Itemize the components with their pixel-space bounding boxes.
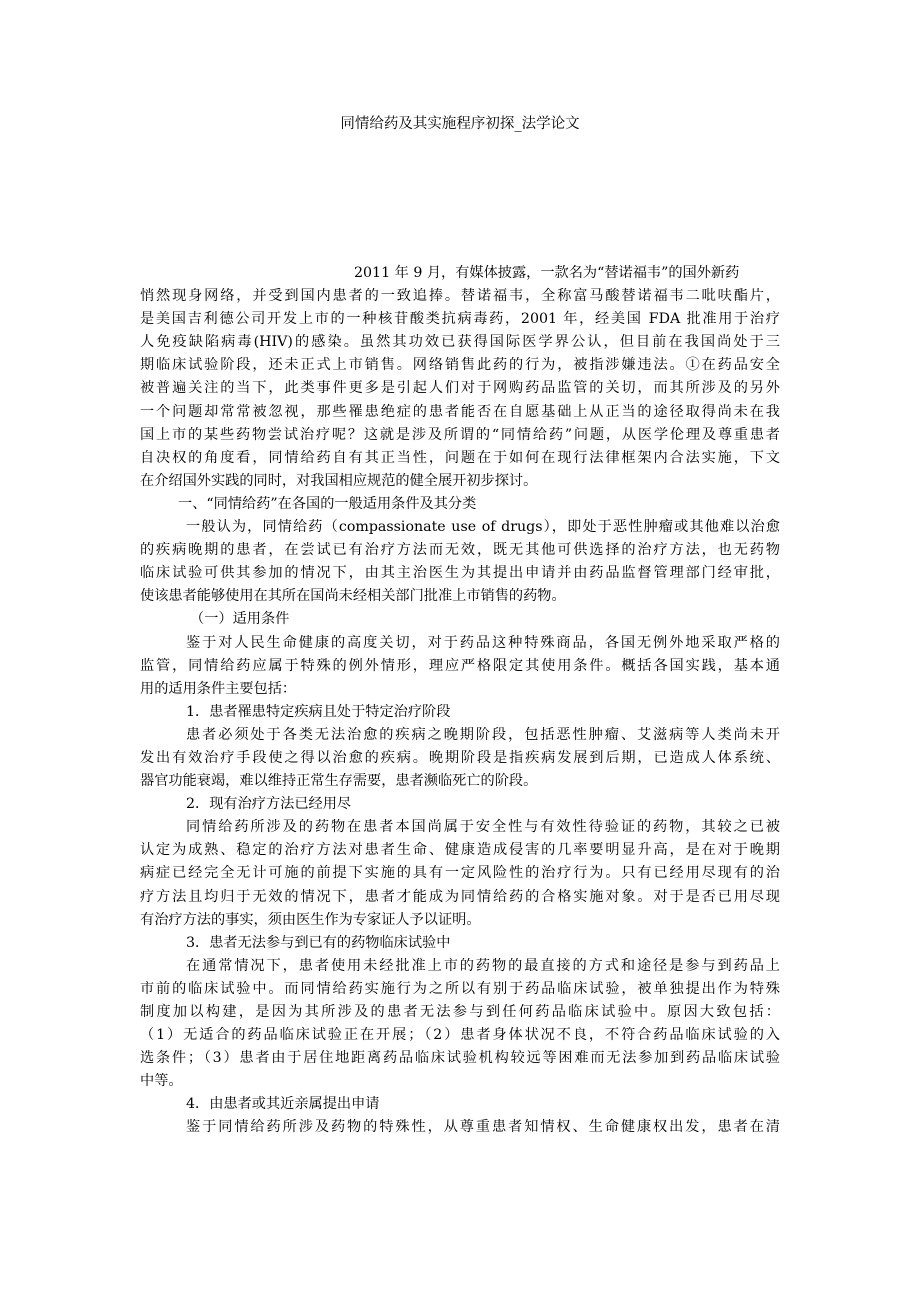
text-line: 使该患者能够使用在其所在国尚未经相关部门批准上市销售的药物。 [140,588,566,605]
text-line: 自决权的角度看，同情给药自有其正当性，问题在于如何在现行法律框架内合法实施，下文 [140,449,780,466]
text-line: 在介绍国外实践的同时，对我国相应规范的健全展开初步探讨。 [140,472,538,489]
item-heading: 1．患者罹患特定疾病且处于特定治疗阶段 [186,703,451,720]
text-line: 同情给药所涉及的药物在患者本国尚属于安全性与有效性待验证的药物，其较之已被 [186,819,780,836]
text-line: 一个问题却常常被忽视，那些罹患绝症的患者能否在自愿基础上从正当的途径取得尚未在我 [140,403,780,420]
document-title: 同情给药及其实施程序初探_法学论文 [340,116,580,132]
text-line: 被普遍关注的当下，此类事件更多是引起人们对于网购药品监管的关切，而其所涉及的另外 [140,380,780,397]
text-line: 鉴于对人民生命健康的高度关切，对于药品这种特殊商品，各国无例外地采取严格的 [186,634,780,651]
item-heading: 2．现有治疗方法已经用尽 [186,796,352,813]
text-line: 的疾病晚期的患者，在尝试已有治疗方法而无效，既无其他可供选择的治疗方法，也无药物 [140,542,780,559]
item-heading: 4．由患者或其近亲属提出申请 [186,1096,380,1113]
text-line: （1）无适合的药品临床试验正在开展；（2）患者身体状况不良，不符合药品临床试验的入 [140,1027,780,1044]
text-line: 用的适用条件主要包括： [140,680,297,697]
document-body [140,262,780,1140]
text-line: 市前的临床试验中。而同情给药实施行为之所以有别于药品临床试验，被单独提出作为特殊 [140,980,780,997]
text-line: 人免疫缺陷病毒(HIV)的感染。虽然其功效已获得国际医学界公认，但目前在我国尚处于三 [140,334,780,351]
text-line: 鉴于同情给药所涉及药物的特殊性，从尊重患者知情权、生命健康权出发，患者在清 [186,1119,780,1136]
text-line: 患者必须处于各类无法治愈的疾病之晚期阶段，包括恶性肿瘤、艾滋病等人类尚未开 [186,726,780,743]
text-line: 一般认为，同情给药（compassionate use of drugs），即处于恶性肿瘤或其他难以治愈 [186,519,780,536]
text-line: 病症已经完全无计可施的前提下实施的具有一定风险性的治疗行为。只有已经用尽现有的治 [140,865,780,882]
text-line: 2011 年 9 月，有媒体披露，一款名为“替诺福韦”的国外新药 [354,265,740,281]
text-line: 发出有效治疗手段使之得以治愈的疾病。晚期阶段是指疾病发展到后期，已造成人体系统、 [140,749,780,766]
text-line: 制度加以构建，是因为其所涉及的患者无法参与到任何药品临床试验中。原因大致包括： [140,1004,780,1020]
text-line: 是美国吉利德公司开发上市的一种核苷酸类抗病毒药，2001 年，经美国 FDA 批准用于治疗 [140,311,780,328]
text-line: 认定为成熟、稳定的治疗方法对患者生命、健康造成侵害的几率要明显升高，是在对于晚期 [140,842,780,859]
text-line: 国上市的某些药物尝试治疗呢？这就是涉及所谓的“同情给药”问题，从医学伦理及尊重患者 [140,426,780,443]
text-line: 悄然现身网络，并受到国内患者的一致追捧。替诺福韦，全称富马酸替诺福韦二吡呋酯片， [140,288,780,305]
item-heading: 3．患者无法参与到已有的药物临床试验中 [186,934,451,951]
text-line: 器官功能衰竭，难以维持正常生存需要，患者濒临死亡的阶段。 [140,773,538,790]
section-heading: 一、“同情给药”在各国的一般适用条件及其分类 [178,495,477,512]
text-line: 选条件；（3）患者由于居住地距离药品临床试验机构较远等困难而无法参加到药品临床试验 [140,1050,780,1067]
text-line: 疗方法且均归于无效的情况下，患者才能成为同情给药的合格实施对象。对于是否已用尽现 [140,888,780,905]
text-line: 有治疗方法的事实，须由医生作为专家证人予以证明。 [140,911,481,928]
subsection-heading: （一）适用条件 [190,611,290,628]
text-line: 临床试验可供其参加的情况下，由其主治医生为其提出申请并由药品监督管理部门经审批， [140,565,780,582]
text-line: 监管，同情给药应属于特殊的例外情形，理应严格限定其使用条件。概括各国实践，基本通 [140,657,780,674]
text-line: 期临床试验阶段，还未正式上市销售。网络销售此药的行为，被指涉嫌违法。①在药品安全 [140,357,780,374]
text-line: 中等。 [140,1073,183,1090]
text-line: 在通常情况下，患者使用未经批准上市的药物的最直接的方式和途径是参与到药品上 [186,957,780,974]
